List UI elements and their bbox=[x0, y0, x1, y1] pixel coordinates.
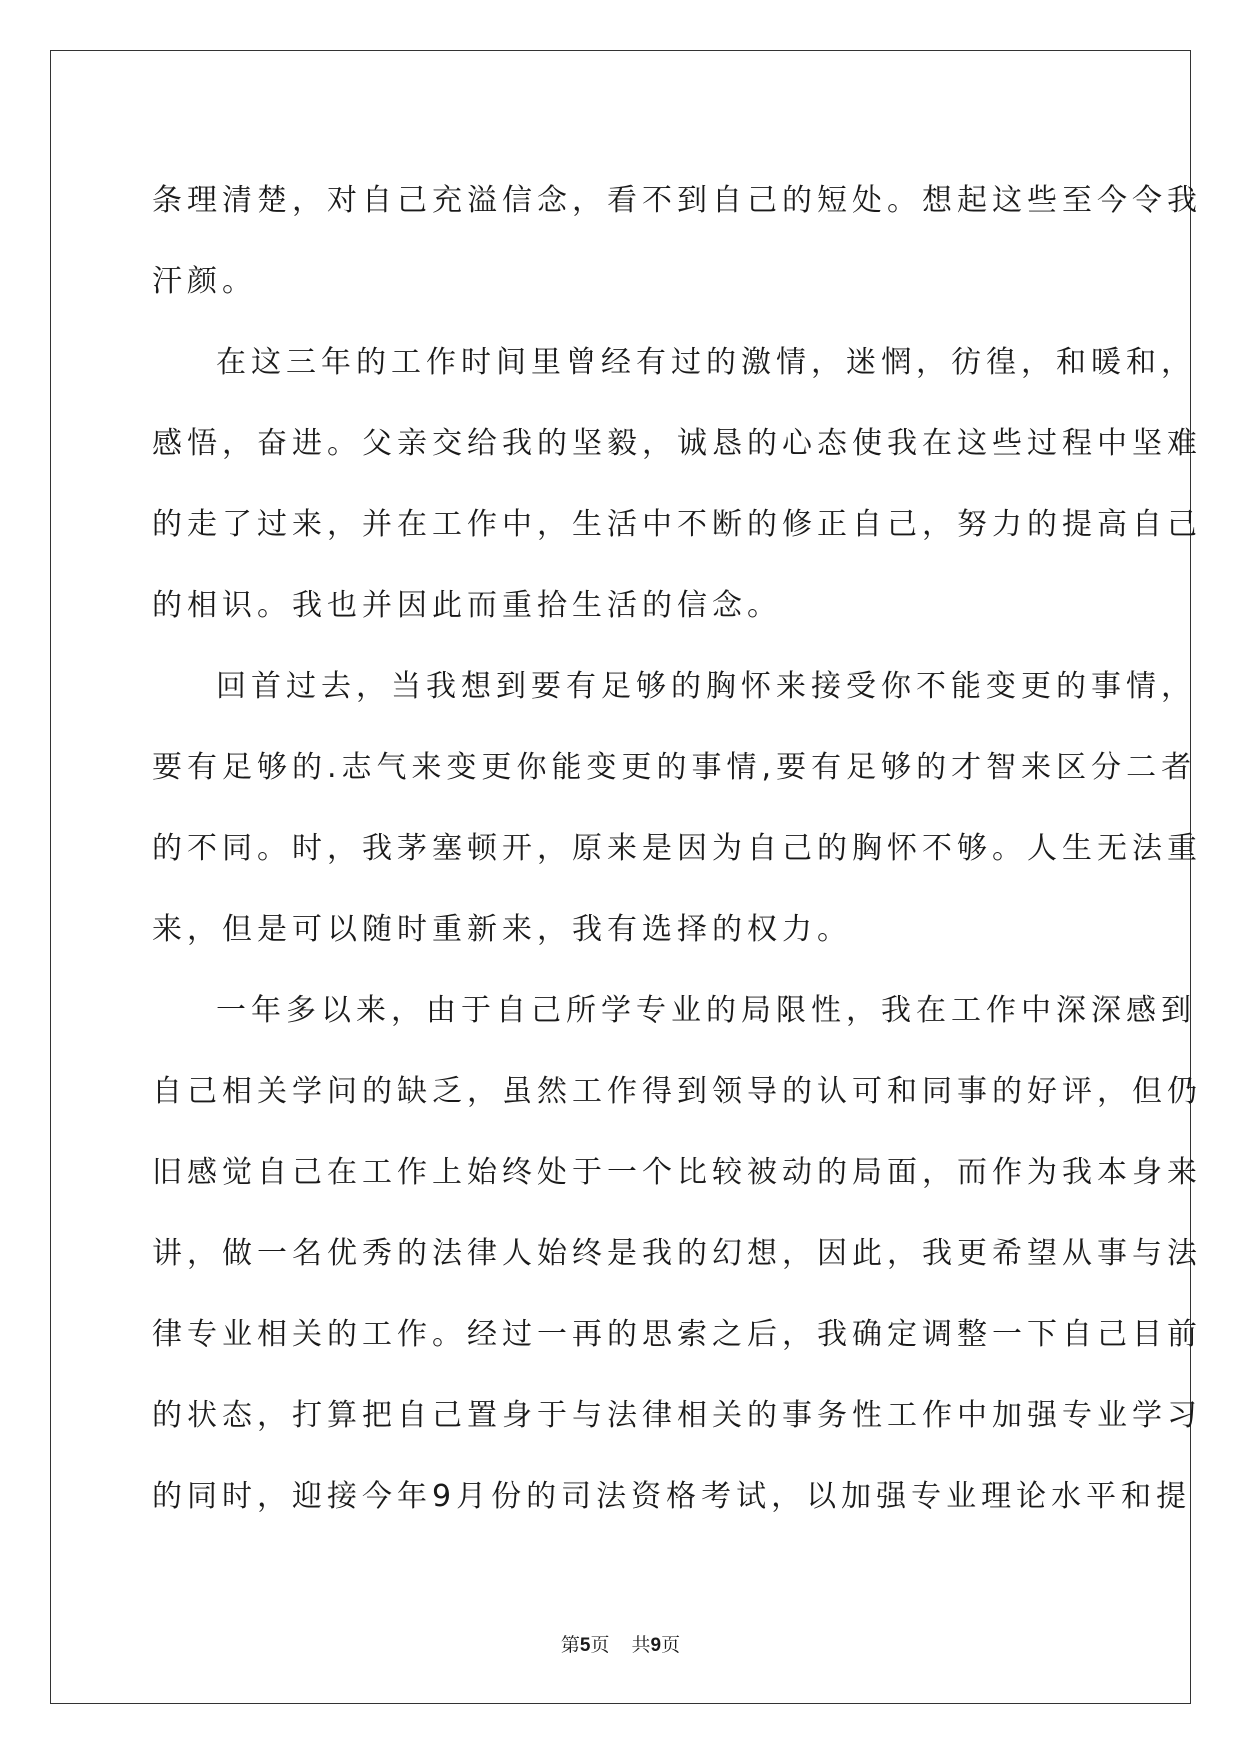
text-line: 条理清楚，对自己充溢信念，看不到自己的短处。想起这些至今令我 bbox=[152, 183, 1202, 218]
page-footer bbox=[0, 1630, 1241, 1657]
paragraph-start-line: 回首过去，当我想到要有足够的胸怀来接受你不能变更的事情， bbox=[216, 669, 1196, 704]
text-line: 旧感觉自己在工作上始终处于一个比较被动的局面，而作为我本身来 bbox=[152, 1155, 1202, 1190]
paragraph-start-line: 在这三年的工作时间里曾经有过的激情，迷惘，彷徨，和暖和， bbox=[216, 345, 1196, 380]
text-line: 讲，做一名优秀的法律人始终是我的幻想，因此，我更希望从事与法 bbox=[152, 1236, 1202, 1271]
footer-total-prefix: 共 bbox=[631, 1634, 651, 1656]
text-line: 的同时，迎接今年9月份的司法资格考试，以加强专业理论水平和提 bbox=[152, 1479, 1192, 1514]
text-line: 要有足够的.志气来变更你能变更的事情,要有足够的才智来区分二者 bbox=[152, 750, 1197, 785]
footer-prefix: 第 bbox=[560, 1634, 580, 1656]
text-line: 的不同。时，我茅塞顿开，原来是因为自己的胸怀不够。人生无法重 bbox=[152, 831, 1202, 866]
text-line: 汗颜。 bbox=[152, 264, 257, 299]
text-line: 的状态，打算把自己置身于与法律相关的事务性工作中加强专业学习 bbox=[152, 1398, 1202, 1433]
text-line: 的相识。我也并因此而重拾生活的信念。 bbox=[152, 588, 782, 623]
text-line: 的走了过来，并在工作中，生活中不断的修正自己，努力的提高自己 bbox=[152, 507, 1202, 542]
text-line: 自己相关学问的缺乏，虽然工作得到领导的认可和同事的好评，但仍 bbox=[152, 1074, 1202, 1109]
total-pages: 9 bbox=[650, 1635, 662, 1656]
text-line: 律专业相关的工作。经过一再的思索之后，我确定调整一下自己目前 bbox=[152, 1317, 1202, 1352]
text-line: 来，但是可以随时重新来，我有选择的权力。 bbox=[152, 912, 852, 947]
text-line: 感悟，奋进。父亲交给我的坚毅，诚恳的心态使我在这些过程中坚难 bbox=[152, 426, 1202, 461]
footer-page-suffix: 页 bbox=[590, 1634, 610, 1656]
document-body bbox=[152, 160, 1202, 1537]
footer-total-suffix: 页 bbox=[661, 1634, 681, 1656]
page-number: 5 bbox=[579, 1635, 591, 1656]
paragraph-start-line: 一年多以来，由于自己所学专业的局限性，我在工作中深深感到 bbox=[216, 993, 1196, 1028]
